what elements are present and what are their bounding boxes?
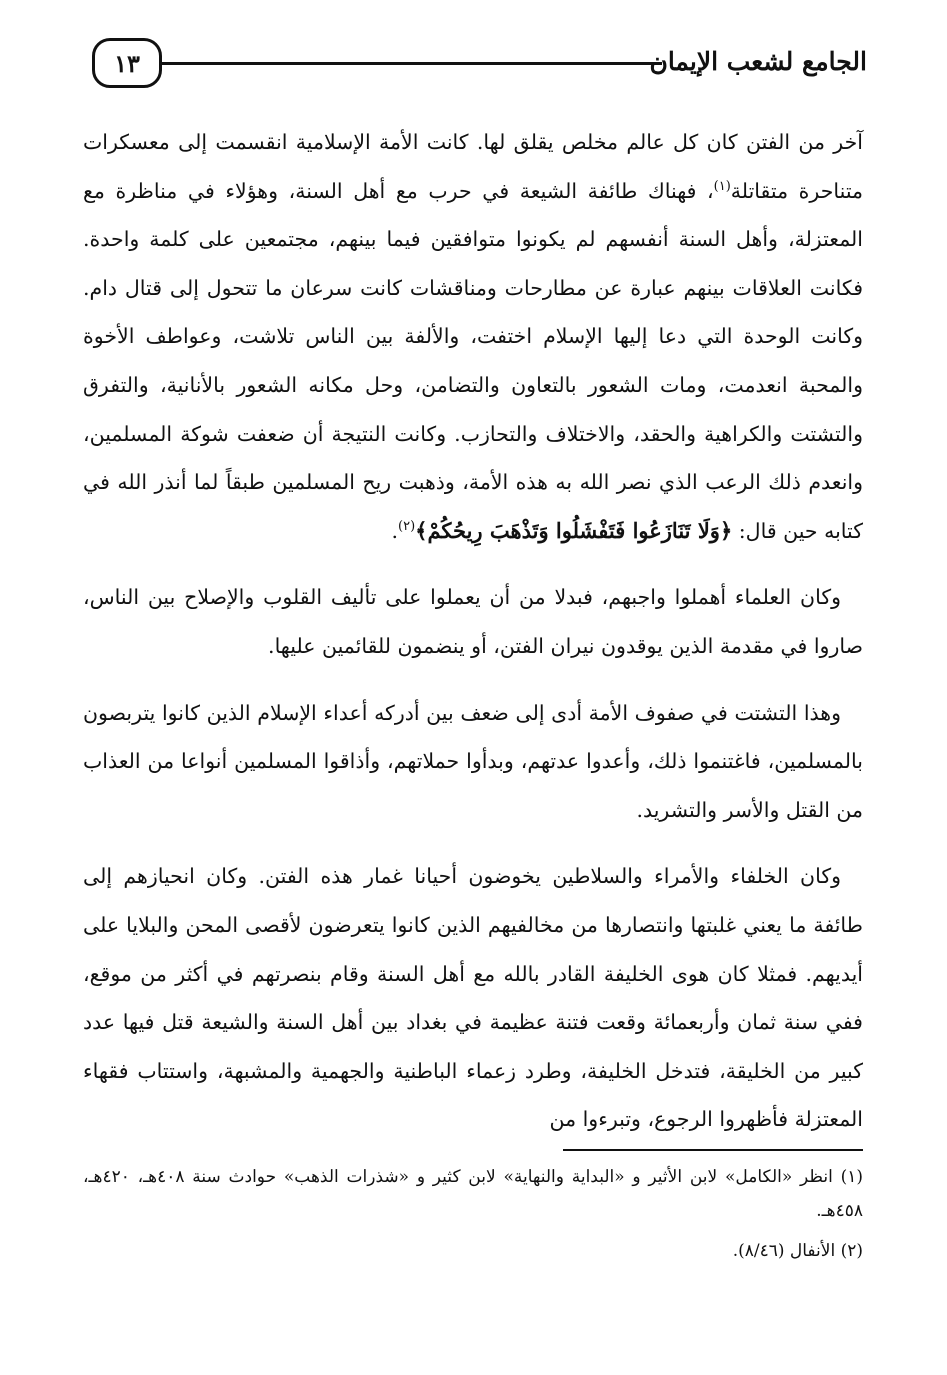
footnote-1: (١) انظر «الكامل» لابن الأثير و «البداية والنهاية» لابن كثير و «شذرات الذهب» حوادث سنة ٤٠٨هـ، ٤٢٠هـ، ٤٥٨هـ. xyxy=(83,1167,863,1221)
paragraph-1-part-a: آخر من الفتن كان كل عالم مخلص يقلق لها. كانت الأمة الإسلامية انقسمت إلى معسكرات متناحرة متقاتلة xyxy=(83,130,863,203)
footnotes xyxy=(83,1160,863,1274)
paragraph-4: وكان الخلفاء والأمراء والسلاطين يخوضون أحيانا غمار هذه الفتن. وكان انحيازهم إلى طائفة ما يعني غلبتها وانتصارها من مخالفيهم الذين كانوا يتعرضون لأقصى المحن والبلايا على أيديهم. فمثلا كان هوى الخليفة القادر بالله مع أهل السنة وقام بنصرتهم في أكثر من موقع، ففي سنة ثمان وأربعمائة وقعت فتنة عظيمة في بغداد بين أهل السنة والشيعة قتل فيها عدد كبير من الخليقة، فتدخل الخليفة، وطرد زعماء الباطنية والجهمية والمشبهة، واستتاب فقهاء المعتزلة فأظهروا الرجوع، وتبرءوا من xyxy=(83,864,863,1132)
paragraph-3: وهذا التشتت في صفوف الأمة أدى إلى ضعف بين أدركه أعداء الإسلام الذين كانوا يتربصون بالمسلمين، فاغتنموا ذلك، وأعدوا عدتهم، وبدأوا حملاتهم، وأذاقوا المسلمين أنواعا من العذاب من القتل والأسر والتشريد. xyxy=(83,700,863,822)
page-header xyxy=(92,38,867,98)
paragraph-1-end: . xyxy=(391,518,399,543)
running-title: الجامع لشعب الإيمان xyxy=(649,47,867,76)
quran-verse: ﴿وَلَا تَنَازَعُوا فَتَفْشَلُوا وَتَذْهَبَ رِيحُكُمْ﴾ xyxy=(415,517,733,543)
paragraph-1 xyxy=(83,118,863,555)
page-number: ١٣ xyxy=(114,48,140,78)
body-text xyxy=(83,118,863,1162)
footnote-2: (٢) الأنفال (٨/٤٦). xyxy=(732,1241,863,1261)
page-number-box xyxy=(92,38,162,88)
footnote-separator xyxy=(563,1149,863,1151)
paragraph-1-part-b: ، فهناك طائفة الشيعة في حرب مع أهل السنة، وهؤلاء في مناظرة مع المعتزلة، وأهل السنة أنفسهم لم يكونوا متوافقين فيما بينهم، مجتمعين على كلمة واحدة. فكانت العلاقات بينهم عبارة عن مطارحات ومناقشات كانت سرعان ما تتحول إلى قتال دام. وكانت الوحدة التي دعا إليها الإسلام اختفت، والألفة بين الناس تلاشت، وعواطف الأخوة والمحبة انعدمت، ومات الشعور بالتعاون والتضامن، وحل مكانه الشعور بالأنانية، والتفرق والتشتت والكراهية والحقد، والاختلاف والتحازب. وكانت النتيجة أن ضعفت شوكة المسلمين، وانعدم ذلك الرعب الذي نصر الله به هذه الأمة، وذهبت ريح المسلمين طبقاً لما أنذر الله في كتابه حين قال: xyxy=(83,178,863,543)
footnote-ref-1: (١) xyxy=(713,178,731,194)
footnote-ref-2: (٢) xyxy=(398,518,416,534)
header-rule xyxy=(162,62,662,65)
paragraph-2: وكان العلماء أهملوا واجبهم، فبدلا من أن يعملوا على تأليف القلوب والإصلاح بين الناس، صاروا في مقدمة الذين يوقدون نيران الفتن، أو ينضمون للقائمين عليها. xyxy=(83,585,863,658)
